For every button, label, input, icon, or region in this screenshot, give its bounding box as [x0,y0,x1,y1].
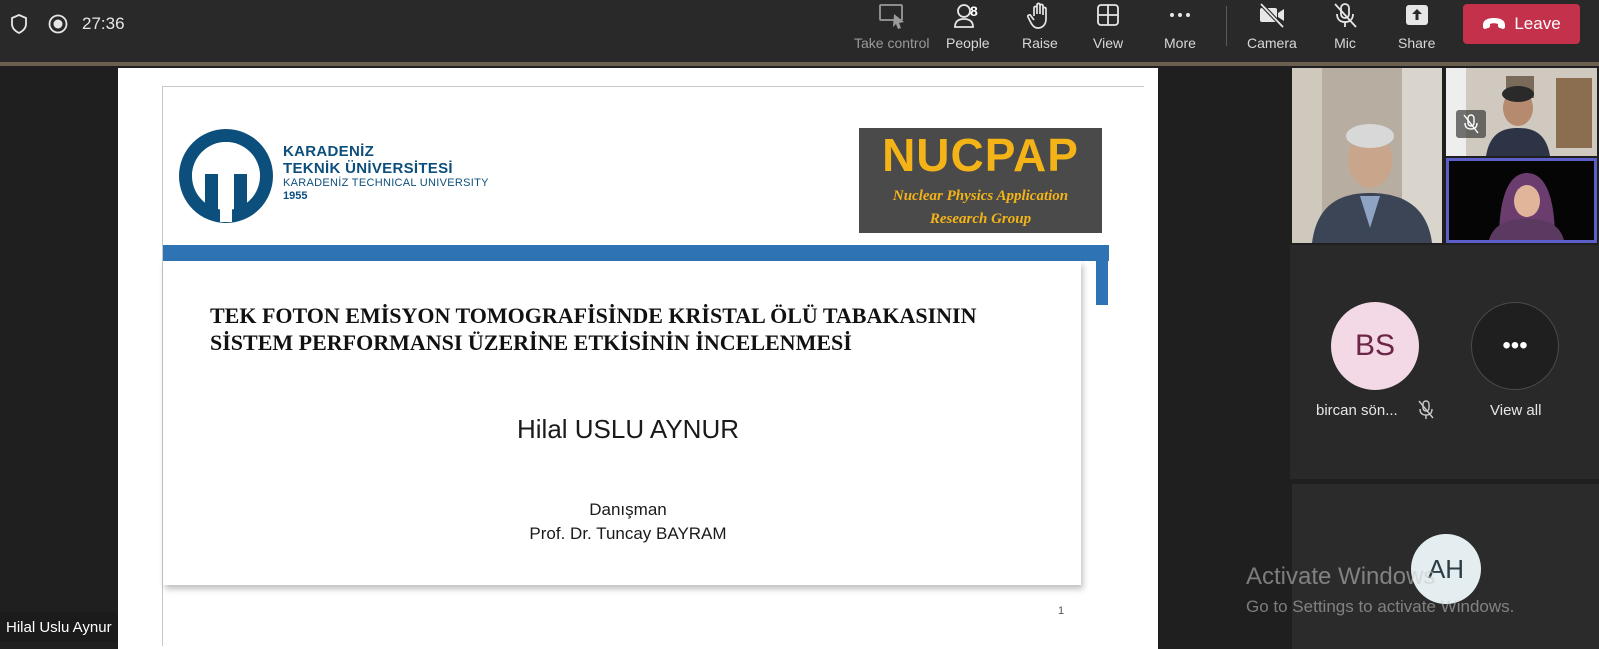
take-control-icon [877,2,907,30]
nucpap-subtitle-line2: Research Group [929,211,1032,227]
view-all-button[interactable] [1471,302,1559,390]
advisor-label: Danışman [589,500,667,519]
mic-label: Mic [1334,35,1356,51]
recording-icon [47,13,69,35]
slide-page-number: 1 [1058,605,1065,617]
presenter-name-label: Hilal Uslu Aynur [0,612,118,642]
nucpap-title: NUCPAP [882,129,1079,181]
mic-off-icon [1330,2,1360,30]
leave-label: Leave [1514,14,1561,33]
people-count: 8 [970,3,978,19]
hand-icon [1025,2,1055,30]
grid-view-icon [1093,2,1123,30]
advisor-name: Prof. Dr. Tuncay BAYRAM [529,524,727,543]
nucpap-subtitle-line1: Nuclear Physics Application [892,188,1069,204]
participant-video-2[interactable] [1446,68,1597,156]
more-button[interactable] [1164,0,1196,62]
university-line4: 1955 [283,190,308,202]
people-button[interactable] [946,0,990,62]
shield-icon[interactable] [8,13,30,35]
meeting-timer: 27:36 [82,14,125,33]
watermark-line1: Activate Windows [1246,563,1436,590]
university-line1: KARADENİZ [283,143,375,160]
slide-author: Hilal USLU AYNUR [516,414,739,444]
participant-avatar-ah: AH [1411,534,1481,604]
muted-mic-icon [1456,110,1486,138]
slide-accent-bar-vertical [1096,245,1108,305]
nucpap-subtitle [859,185,1102,231]
muted-mic-icon [1417,400,1435,420]
university-line3: KARADENİZ TECHNICAL UNIVERSITY [283,177,489,189]
university-line2: TEKNİK ÜNİVERSİTESİ [283,160,453,177]
more-participants-icon: ••• [1502,332,1528,359]
people-icon [953,2,983,30]
share-icon [1402,2,1432,30]
participant-avatar-bs[interactable]: BS [1331,302,1419,390]
presentation-slide [118,68,1158,649]
leave-button[interactable] [1463,4,1580,44]
view-button[interactable] [1093,0,1123,62]
activate-windows-watermark [1246,563,1514,617]
view-label: View [1093,35,1124,51]
watermark-line2: Go to Settings to activate Windows. [1246,597,1515,616]
share-button[interactable] [1398,0,1435,62]
slide-title [210,302,1090,356]
nucpap-logo [859,128,1102,233]
view-all-label: View all [1490,402,1542,419]
camera-label: Camera [1247,35,1297,51]
slide-accent-bar [163,245,1109,261]
more-icon [1165,2,1195,30]
camera-button[interactable] [1247,0,1297,62]
take-control-label: Take control [854,35,930,51]
slide-title-line1: TEK FOTON EMİSYON TOMOGRAFİSİNDE KRİSTAL ÖLÜ TABAKASININ [210,303,977,328]
participant-name-bs: bircan sön... [1316,402,1398,419]
slide-advisor [108,498,1148,546]
hang-up-icon [1482,17,1506,31]
slide-frame-top [162,86,1144,87]
take-control-button[interactable] [854,0,929,62]
participant-video-3-active-speaker[interactable] [1446,158,1597,243]
camera-off-icon [1257,2,1287,30]
raise-label: Raise [1022,35,1058,51]
participant-video-1[interactable] [1292,68,1442,243]
more-label: More [1164,35,1196,51]
university-name [283,143,489,203]
university-logo [176,126,276,226]
toolbar-separator [1226,6,1227,46]
mic-button[interactable] [1330,0,1360,62]
people-label: People [946,35,990,51]
slide-title-line2: SİSTEM PERFORMANSI ÜZERİNE ETKİSİNİN İNCELENMESİ [210,330,852,355]
raise-hand-button[interactable] [1022,0,1058,62]
share-label: Share [1398,35,1436,51]
